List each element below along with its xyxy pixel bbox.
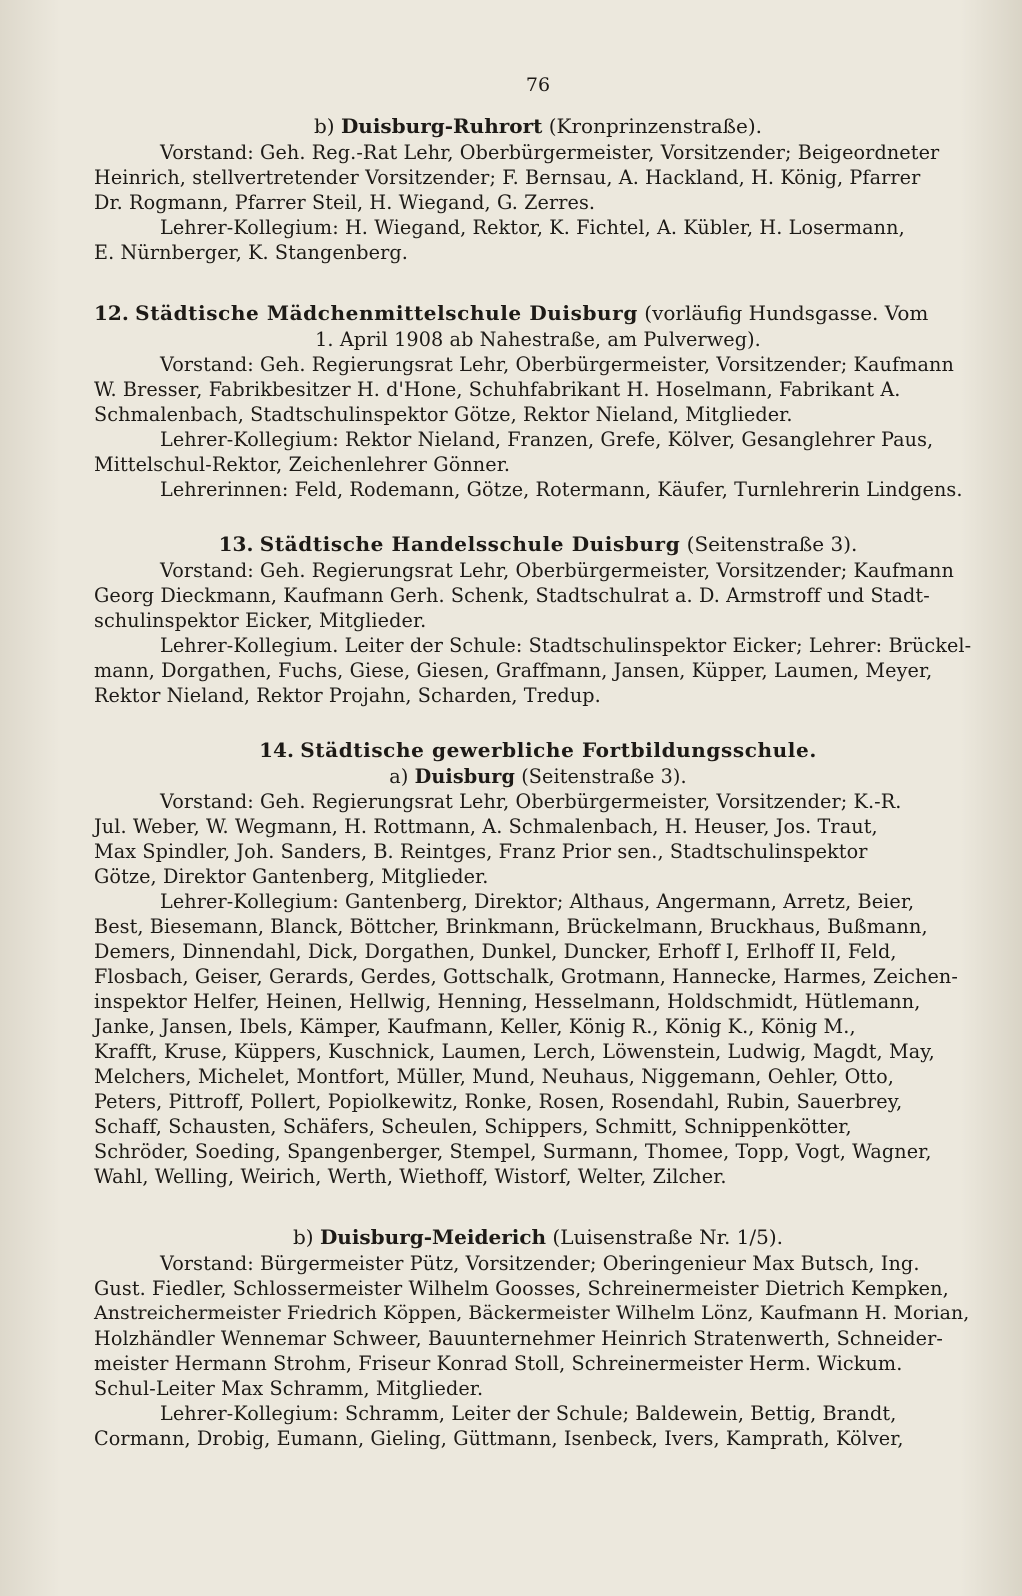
heading-prefix: a) (389, 765, 409, 788)
text-line: Lehrer-Kollegium: Gantenberg, Direktor; Althaus, Angermann, Arretz, Beier, (160, 890, 915, 913)
section-heading-note-continued: 1. April 1908 ab Nahestraße, am Pulverweg). (315, 328, 761, 351)
text-line: Lehrer-Kollegium. Leiter der Schule: Stadtschulinspektor Eicker; Lehrer: Brückel- (160, 634, 972, 657)
text-line: Janke, Jansen, Ibels, Kämper, Kaufmann, Keller, König R., König K., König M., (94, 1015, 856, 1038)
text-line: E. Nürnberger, K. Stangenberg. (94, 241, 408, 264)
section-heading-12 (94, 299, 982, 327)
text-line: Heinrich, stellvertretender Vorsitzender; F. Bernsau, A. Hackland, H. König, Pfarrer (94, 166, 921, 189)
text-line: Lehrer-Kollegium: Schramm, Leiter der Schule; Baldewein, Bettig, Brandt, (160, 1402, 897, 1425)
text-line: Lehrer-Kollegium: Rektor Nieland, Franzen, Grefe, Kölver, Gesanglehrer Paus, (160, 428, 934, 451)
text-line: Vorstand: Geh. Regierungsrat Lehr, Oberbürgermeister, Vorsitzender; Kaufmann (160, 559, 954, 582)
heading-address: (Kronprinzenstraße). (548, 114, 763, 138)
section-number: 13. (218, 532, 254, 556)
section-number: 14. (259, 738, 294, 762)
section-title: Städtische gewerbliche Fortbildungsschule. (300, 738, 817, 762)
text-line: Rektor Nieland, Rektor Projahn, Scharden, Tredup. (94, 684, 601, 707)
sub-heading-duisburg (94, 764, 982, 789)
heading-title: Duisburg-Ruhrort (340, 114, 543, 138)
text-line: Schul-Leiter Max Schramm, Mitglieder. (94, 1377, 484, 1400)
text-line: Lehrer-Kollegium: H. Wiegand, Rektor, K. Fichtel, A. Kübler, H. Losermann, (160, 216, 905, 239)
text-line: meister Hermann Strohm, Friseur Konrad Stoll, Schreinermeister Herm. Wickum. (94, 1352, 903, 1375)
text-line: Dr. Rogmann, Pfarrer Steil, H. Wiegand, G. Zerres. (94, 191, 596, 214)
text-line: Demers, Dinnendahl, Dick, Dorgathen, Dunkel, Duncker, Erhoff I, Erlhoff II, Feld, (94, 940, 897, 963)
text-line: mann, Dorgathen, Fuchs, Giese, Giesen, Graffmann, Jansen, Küpper, Laumen, Meyer, (94, 659, 933, 682)
text-line: inspektor Helfer, Heinen, Hellwig, Henning, Hesselmann, Holdschmidt, Hütlemann, (94, 990, 921, 1013)
text-line: Schaff, Schausten, Schäfers, Scheulen, Schippers, Schmitt, Schnippenkötter, (94, 1115, 852, 1138)
section-title: Städtische Mädchenmittelschule Duisburg (135, 301, 638, 325)
text-line: Jul. Weber, W. Wegmann, H. Rottmann, A. Schmalenbach, H. Heuser, Jos. Traut, (94, 815, 878, 838)
text-line: W. Bresser, Fabrikbesitzer H. d'Hone, Schuhfabrikant H. Hoselmann, Fabrikant A. (94, 378, 901, 401)
section-heading-meiderich (94, 1223, 982, 1251)
text-line: Flosbach, Geiser, Gerards, Gerdes, Gottschalk, Grotmann, Hannecke, Harmes, Zeichen- (94, 965, 958, 988)
heading-title: Duisburg-Meiderich (319, 1225, 547, 1249)
heading-address: (Luisenstraße Nr. 1/5). (552, 1225, 784, 1249)
text-line: Georg Dieckmann, Kaufmann Gerh. Schenk, Stadtschulrat a. D. Armstroff und Stadt- (94, 584, 930, 607)
text-line: Max Spindler, Joh. Sanders, B. Reintges, Franz Prior sen., Stadtschulinspektor (94, 840, 868, 863)
section-heading-13 (94, 530, 982, 558)
text-line: Vorstand: Geh. Regierungsrat Lehr, Oberbürgermeister, Vorsitzender; K.-R. (160, 790, 902, 813)
text-line: Vorstand: Geh. Regierungsrat Lehr, Oberbürgermeister, Vorsitzender; Kaufmann (160, 353, 954, 376)
text-line: Wahl, Welling, Weirich, Werth, Wiethoff, Wistorf, Welter, Zilcher. (94, 1165, 727, 1188)
text-line: Lehrerinnen: Feld, Rodemann, Götze, Rotermann, Käufer, Turnlehrerin Lindgens. (160, 478, 963, 501)
heading-title: Duisburg (414, 765, 516, 788)
section-number: 12. (94, 301, 129, 325)
text-line: Schmalenbach, Stadtschulinspektor Götze, Rektor Nieland, Mitglieder. (94, 403, 793, 426)
section-heading-note: (Seitenstraße 3). (686, 532, 858, 556)
text-line: schulinspektor Eicker, Mitglieder. (94, 609, 427, 632)
text-line: Vorstand: Bürgermeister Pütz, Vorsitzender; Oberingenieur Max Butsch, Ing. (160, 1252, 920, 1275)
text-line: Best, Biesemann, Blanck, Böttcher, Brinkmann, Brückelmann, Bruckhaus, Bußmann, (94, 915, 928, 938)
section-title: Städtische Handelsschule Duisburg (259, 532, 681, 556)
text-line: Melchers, Michelet, Montfort, Müller, Mund, Neuhaus, Niggemann, Oehler, Otto, (94, 1065, 894, 1088)
text-line: Mittelschul-Rektor, Zeichenlehrer Gönner. (94, 453, 511, 476)
text-line: Peters, Pittroff, Pollert, Popiolkewitz, Ronke, Rosen, Rosendahl, Rubin, Sauerbrey, (94, 1090, 903, 1113)
text-line: Vorstand: Geh. Reg.-Rat Lehr, Oberbürgermeister, Vorsitzender; Beigeordneter (160, 141, 940, 164)
heading-prefix: b) (313, 114, 335, 138)
text-line: Schröder, Soeding, Spangenberger, Stempel, Surmann, Thomee, Topp, Vogt, Wagner, (94, 1140, 932, 1163)
section-heading-note: (vorläufig Hundsgasse. Vom (644, 301, 929, 325)
text-line: Gust. Fiedler, Schlossermeister Wilhelm Goosses, Schreinermeister Dietrich Kempken, (94, 1277, 949, 1300)
page-number: 76 (525, 74, 551, 96)
text-line: Götze, Direktor Gantenberg, Mitglieder. (94, 865, 489, 888)
text-line: Holzhändler Wennemar Schweer, Bauunternehmer Heinrich Stratenwerth, Schneider- (94, 1327, 943, 1350)
section-heading-ruhrort (94, 112, 982, 140)
text-line: Cormann, Drobig, Eumann, Gieling, Güttmann, Isenbeck, Ivers, Kamprath, Kölver, (94, 1427, 904, 1450)
heading-prefix: b) (292, 1225, 314, 1249)
heading-address: (Seitenstraße 3). (521, 765, 687, 788)
section-heading-14 (94, 736, 982, 764)
text-line: Krafft, Kruse, Küppers, Kuschnick, Laumen, Lerch, Löwenstein, Ludwig, Magdt, May, (94, 1040, 935, 1063)
text-line: Anstreichermeister Friedrich Köppen, Bäckermeister Wilhelm Lönz, Kaufmann H. Morian, (94, 1302, 970, 1324)
